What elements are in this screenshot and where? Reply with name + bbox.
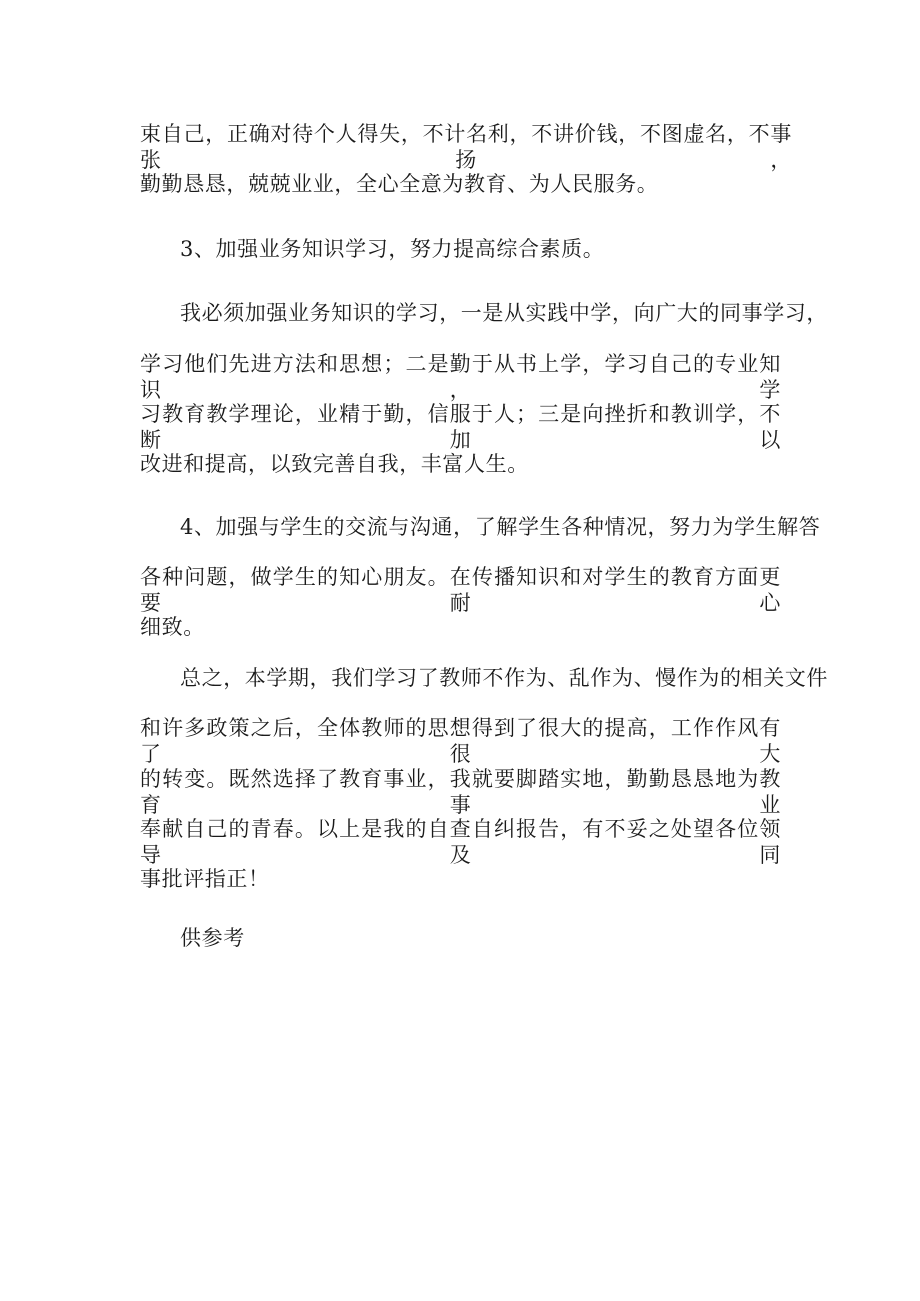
paragraph-5-line-5: 事批评指正！ <box>140 867 270 891</box>
paragraph-5-line-2: 和许多政策之后，全体教师的思想得到了很大的提高，工作作风有了很大 <box>140 716 781 766</box>
paragraph-3-line-2: 学习他们先进方法和思想；二是勤于从书上学，学习自己的专业知识，学 <box>140 352 781 402</box>
closing-note: 供参考 <box>180 926 245 950</box>
paragraph-1-line-2: 勤勤恳恳，兢兢业业，全心全意为教育、为人民服务。 <box>140 172 659 196</box>
section-heading-3: 3、加强业务知识学习，努力提高综合素质。 <box>180 237 605 261</box>
paragraph-1-line-1: 束自己，正确对待个人得失，不计名利，不讲价钱，不图虚名，不事张扬， <box>140 122 792 172</box>
paragraph-5-line-1: 总之，本学期，我们学习了教师不作为、乱作为、慢作为的相关文件 <box>180 666 828 690</box>
paragraph-3-line-4: 改进和提高，以致完善自我，丰富人生。 <box>140 452 529 476</box>
paragraph-3-line-3: 习教育教学理论，业精于勤，信服于人；三是向挫折和教训学，不断加以 <box>140 402 781 452</box>
paragraph-4-line-2: 各种问题，做学生的知心朋友。在传播知识和对学生的教育方面更要耐心 <box>140 565 781 615</box>
paragraph-4-line-1: 4、加强与学生的交流与沟通，了解学生各种情况，努力为学生解答 <box>180 515 821 539</box>
paragraph-5-line-3: 的转变。既然选择了教育事业，我就要脚踏实地，勤勤恳恳地为教育事业 <box>140 767 781 817</box>
paragraph-5-line-4: 奉献自己的青春。以上是我的自查自纠报告，有不妥之处望各位领导及同 <box>140 817 781 867</box>
paragraph-4-line-3: 细致。 <box>140 615 205 639</box>
paragraph-3-line-1: 我必须加强业务知识的学习，一是从实践中学，向广大的同事学习， <box>180 301 828 325</box>
